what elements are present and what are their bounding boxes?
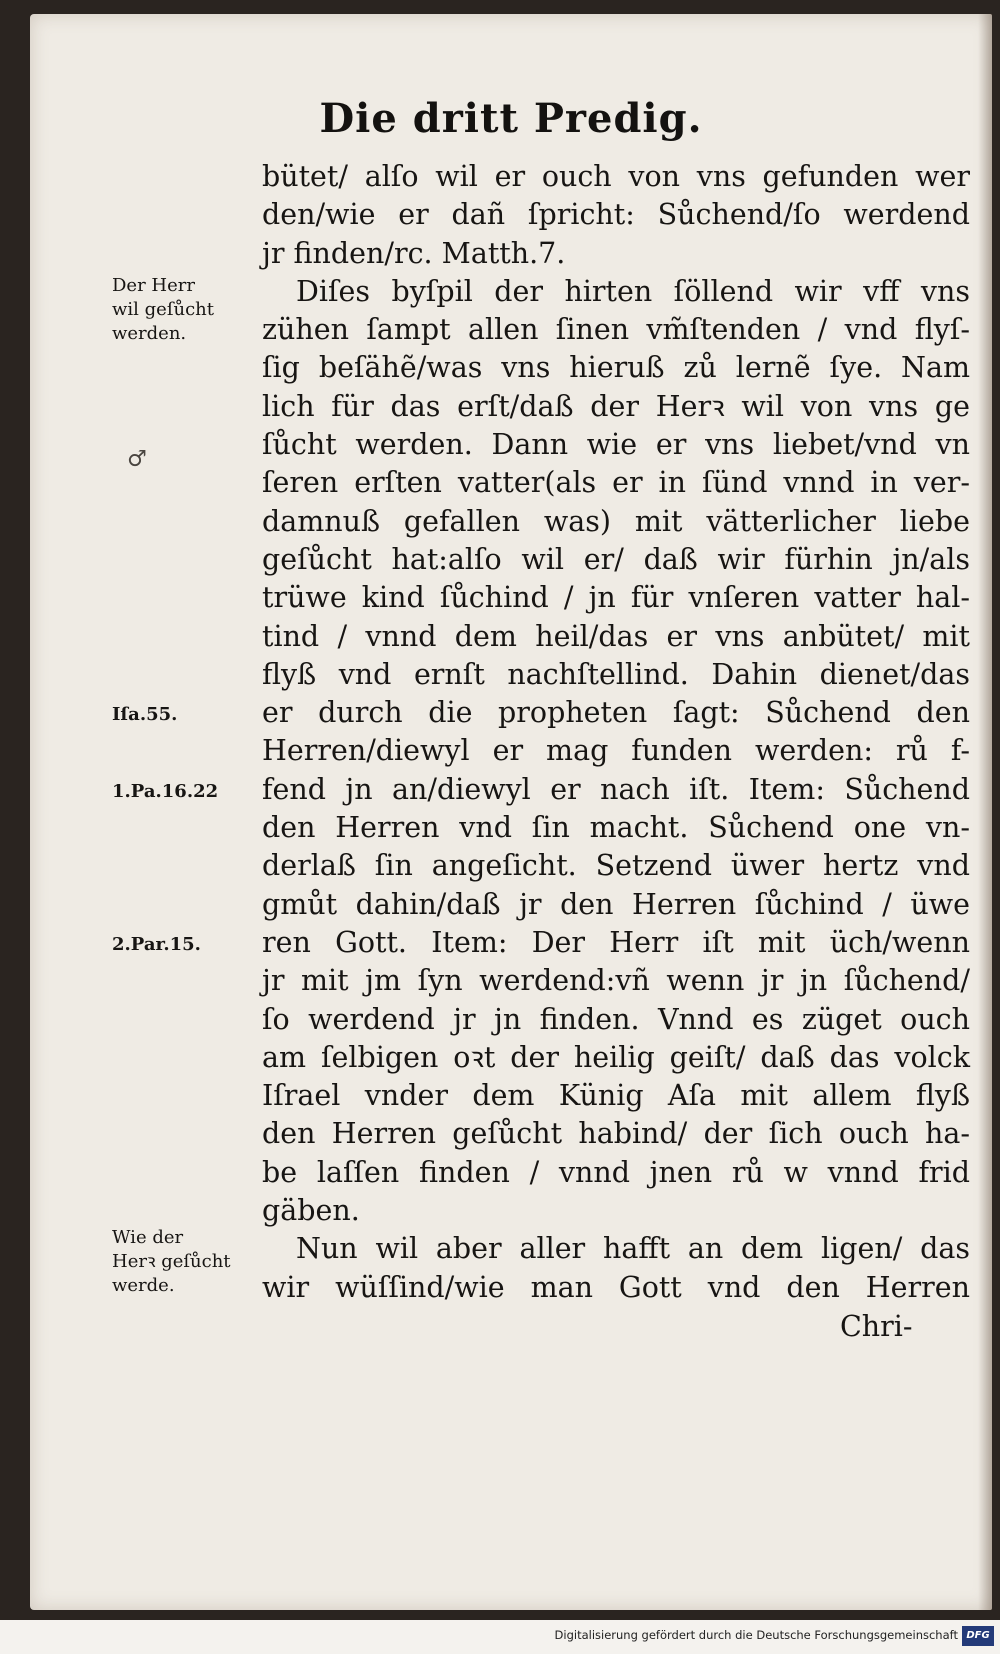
margin-note-wie-gesucht (112, 1226, 262, 1298)
footer-bar (0, 1620, 1000, 1654)
text-line: gmůt dahin/daß jr den Herren ſůchind / üwe (262, 887, 970, 921)
text-line: gäben. (262, 1194, 360, 1228)
catchword: Chri- (840, 1310, 913, 1343)
text-line: ſeren erſten vatter(als er in ſünd vnnd in ver- (262, 466, 970, 500)
margin-note-line: Herꝛ geſůcht (112, 1251, 231, 1272)
margin-note-line: Iſa.55. (112, 704, 178, 725)
margin-note-herr-gesucht (112, 274, 262, 346)
text-line: ren Gott. Item: Der Herr iſt mit üch/wenn (262, 925, 970, 959)
margin-note-line: werden. (112, 323, 187, 344)
margin-note-line: Der Herr (112, 275, 195, 296)
text-line: den/wie er dañ ſpricht: Sůchend/ſo werdend (262, 198, 970, 232)
margin-note-isaiah (112, 703, 262, 727)
text-line: bütet/ alſo wil er ouch von vns gefunden wer (262, 160, 970, 193)
text-line: am ſelbigen oꝛt der heilig geiſt/ daß das volck (262, 1040, 970, 1074)
text-line: Diſes byſpil der hirten ſöllend wir vff vns (296, 274, 970, 308)
text-line: ſůcht werden. Dann wie er vns liebet/vnd vn (262, 428, 970, 462)
margin-note-line: wil geſůcht (112, 299, 214, 320)
text-line: damnuß gefallen was) mit vätterlicher liebe (262, 504, 970, 538)
margin-note-line: 1.Pa.16.22 (112, 781, 219, 802)
marginal-mark: ♂ (127, 447, 147, 472)
text-line: jr finden/rc. Matth.7. (262, 236, 566, 270)
text-line: ſo werdend jr jn finden. Vnnd es züget ouch (262, 1002, 970, 1036)
text-line: derlaß ſin angeſicht. Setzend üwer hertz vnd (262, 849, 970, 883)
margin-note-line: 2.Par.15. (112, 934, 201, 955)
margin-note-line: Wie der (112, 1227, 184, 1248)
text-line: be laſſen finden / vnnd jnen rů w vnnd frid (262, 1155, 970, 1189)
text-line: jr mit jm ſyn werdend:vñ wenn jr jn ſůchend/ (262, 964, 970, 998)
margin-note-paralipomenon-1 (112, 780, 262, 804)
text-line: wir wüſſind/wie man Gott vnd den Herren (262, 1270, 970, 1304)
text-line: den Herren geſůcht habind/ der ſich ouch ha- (262, 1117, 970, 1151)
text-line: zühen ſampt allen ſinen vm̃ſtenden / vnd flyſ- (262, 313, 970, 347)
text-line: Herren/diewyl er mag funden werden: rů f- (262, 734, 970, 768)
text-line: Iſrael vnder dem Künig Aſa mit allem flyß (262, 1079, 970, 1113)
text-line: fend jn an/diewyl er nach iſt. Item: Sůchend (262, 772, 970, 806)
running-head: Die dritt Predig. (319, 95, 703, 142)
text-line: geſůcht hat:alſo wil er/ daß wir fürhin jn/als (262, 542, 970, 576)
text-line: flyß vnd ernſt nachſtellind. Dahin dienet/das (262, 657, 970, 691)
body-text (262, 158, 970, 1307)
text-line: er durch die propheten ſagt: Sůchend den (262, 696, 970, 730)
margin-note-paralipomenon-2 (112, 933, 262, 957)
text-line: Nun wil aber aller hafft an dem ligen/ das (296, 1232, 970, 1266)
text-line: ſig beſähẽ/was vns hieruß zů lernẽ ſye. Nam (262, 351, 970, 385)
text-line: trüwe kind ſůchind / jn für vnſeren vatter hal- (262, 581, 970, 615)
text-line: lich für das erſt/daß der Herꝛ wil von vns ge (262, 389, 970, 423)
dfg-logo: DFG (962, 1626, 994, 1646)
margin-note-line: werde. (112, 1275, 175, 1296)
text-line: tind / vnnd dem heil/das er vns anbütet/ mit (262, 619, 970, 653)
footer-credit: Digitalisierung gefördert durch die Deutsche Forschungsgemeinschaft (554, 1628, 958, 1642)
text-line: den Herren vnd ſin macht. Sůchend one vn- (262, 811, 970, 845)
